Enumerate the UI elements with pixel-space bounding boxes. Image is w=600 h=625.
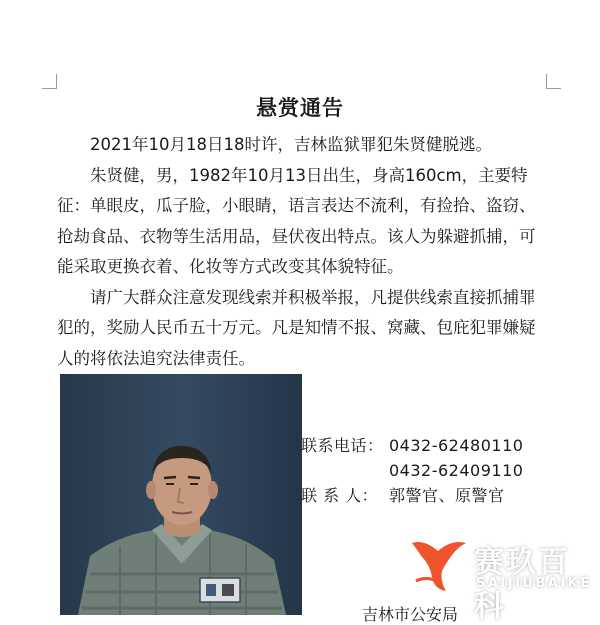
- notice-paragraph-escape: 2021年10月18日18时许，吉林监狱罪犯朱贤健脱逃。: [90, 135, 492, 154]
- notice-title: 悬赏通告: [256, 96, 344, 120]
- contact-phone-row: [301, 433, 523, 458]
- phone-number-1: 0432-62480110: [389, 436, 524, 455]
- notice-body: [57, 130, 551, 374]
- contact-person-row: [301, 483, 523, 508]
- phone-label: 联系电话：: [301, 436, 384, 455]
- contact-block: [301, 433, 523, 508]
- notice-paragraph-reward: 请广大群众注意发现线索并积极举报，凡提供线索直接抓捕罪犯的，奖励人民币五十万元。凡是知情不报、窝藏、包庇犯罪嫌疑人的将依法追究法律责任。: [57, 287, 536, 368]
- suspect-photo: [60, 374, 302, 615]
- page-corner-mark-right: [546, 74, 561, 89]
- watermark-name-cn: 赛玖百科: [474, 545, 570, 624]
- contact-persons: 郭警官、原警官: [389, 486, 505, 505]
- person-label: 联 系 人：: [301, 486, 379, 505]
- whale-tail-logo-icon: [408, 537, 470, 595]
- issuer-signature: 吉林市公安局: [362, 605, 459, 624]
- watermark-name-en: SAIJIUBAIKE: [476, 576, 592, 591]
- notice-paragraph-description: 朱贤健，男，1982年10月13日出生，身高160cm，主要特征：单眼皮，瓜子脸，小眼睛，语言表达不流利，有捡拾、盗窃、抢劫食品、衣物等生活用品，昼伏夜出特点。该人为躲避抓捕，可能采取更换衣着、化妆等方式改变其体貌特征。: [57, 165, 536, 276]
- contact-phone-row-2: [301, 458, 523, 483]
- page-corner-mark-left: [42, 74, 57, 89]
- phone-number-2: 0432-62409110: [389, 461, 524, 480]
